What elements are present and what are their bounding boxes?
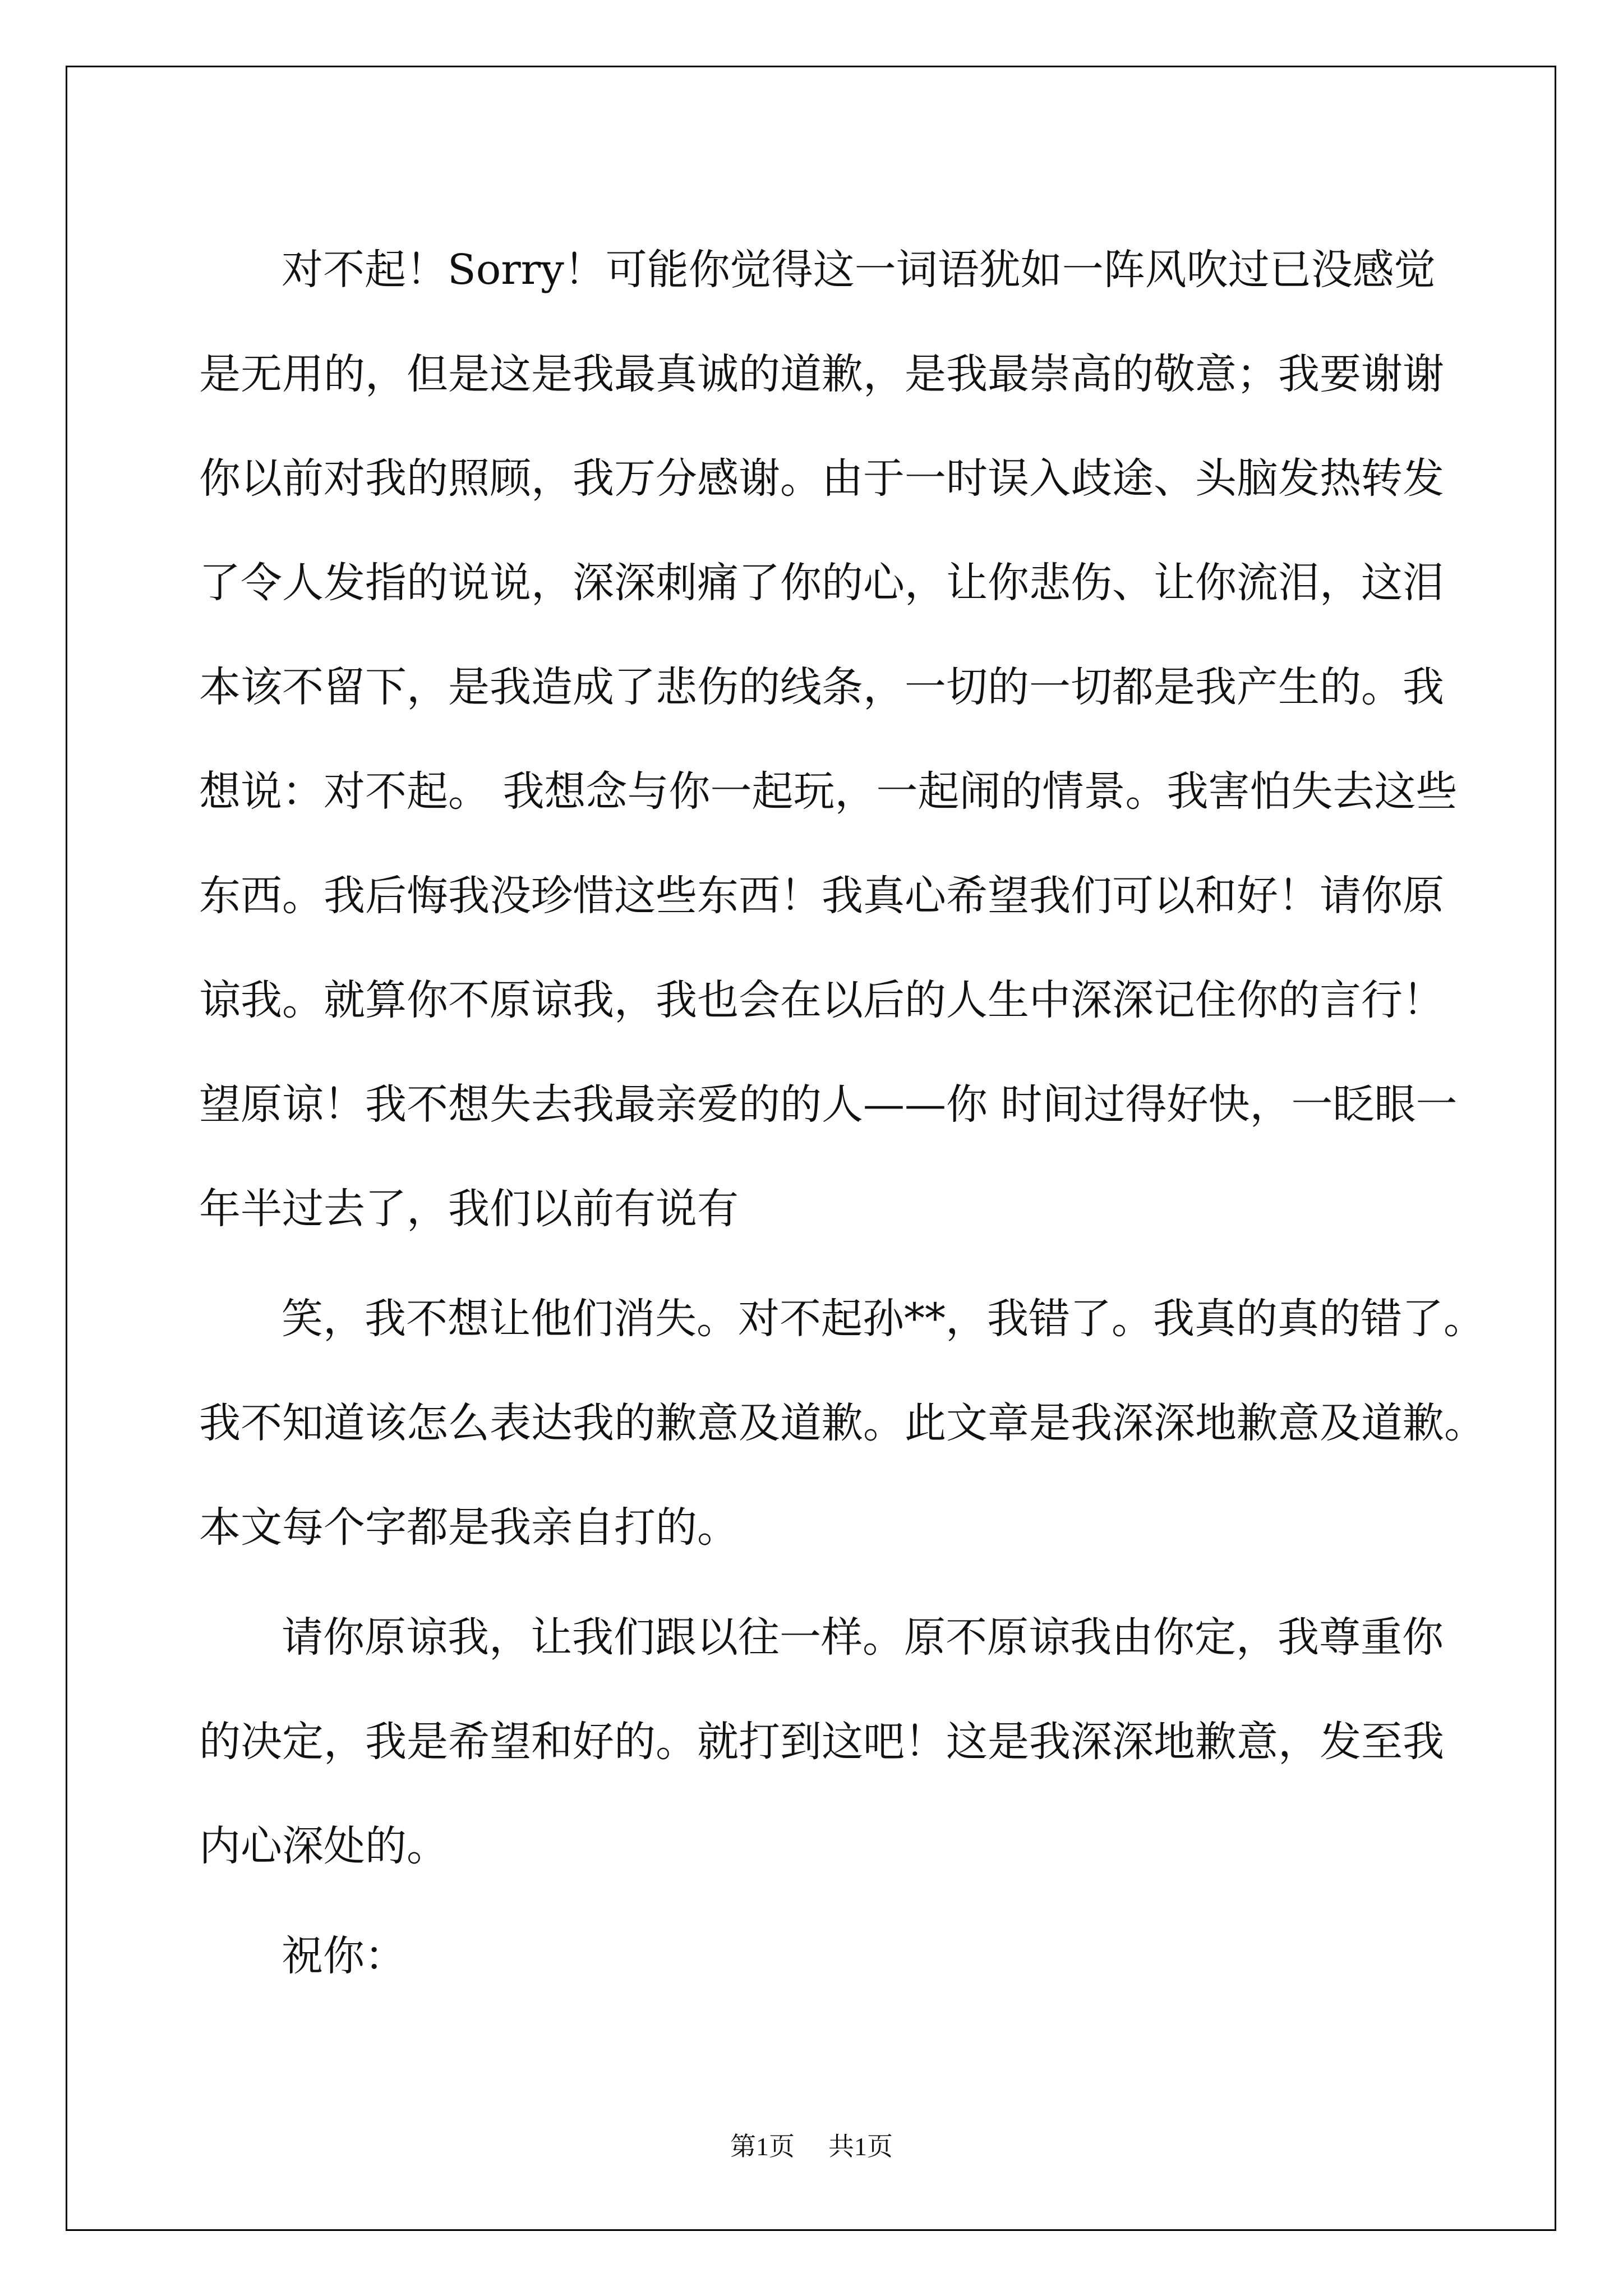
text-line: 望原谅！我不想失去我最亲爱的的人——你 时间过得好快，一眨眼一: [199, 1080, 1458, 1129]
text-line: 你以前对我的照顾，我万分感谢。由于一时误入歧途、头脑发热转发: [199, 454, 1444, 503]
paragraph-apology: [199, 218, 1467, 1261]
paragraph-closing: [199, 1904, 1467, 2008]
text-line: 想说：对不起。 我想念与你一起玩，一起闹的情景。我害怕失去这些: [199, 767, 1458, 816]
text-line: 是无用的，但是这是我最真诚的道歉，是我最崇高的敬意；我要谢谢: [199, 350, 1444, 398]
text-line: 的决定，我是希望和好的。就打到这吧！这是我深深地歉意，发至我: [199, 1718, 1444, 1766]
text-line: 谅我。就算你不原谅我，我也会在以后的人生中深深记住你的言行！: [199, 976, 1444, 1024]
text-line: 年半过去了，我们以前有说有: [199, 1185, 739, 1233]
paragraph-request: [199, 1585, 1467, 1898]
page-number: 第1页: [730, 2132, 795, 2161]
page-total: 共1页: [828, 2132, 893, 2161]
text-line: 了令人发指的说说，深深刺痛了你的心，让你悲伤、让你流泪，这泪: [199, 559, 1444, 607]
text-line: 东西。我后悔我没珍惜这些东西！我真心希望我们可以和好！请你原: [199, 872, 1444, 920]
text-line: 对不起！Sorry！可能你觉得这一词语犹如一阵风吹过已没感觉: [282, 246, 1436, 294]
document-body: [199, 218, 1486, 2008]
page-footer: [0, 2126, 1623, 2163]
text-line: 本文每个字都是我亲自打的。: [199, 1503, 739, 1552]
text-line: 祝你：: [282, 1932, 406, 1980]
text-line: 本该不留下，是我造成了悲伤的线条，一切的一切都是我产生的。我: [199, 663, 1444, 711]
paragraph-regret: [199, 1267, 1486, 1580]
text-line: 我不知道该怎么表达我的歉意及道歉。此文章是我深深地歉意及道歉。: [199, 1399, 1486, 1447]
text-line: 请你原谅我，让我们跟以往一样。原不原谅我由你定，我尊重你: [282, 1613, 1444, 1662]
text-line: 内心深处的。: [199, 1822, 448, 1870]
text-line: 笑，我不想让他们消失。对不起孙**，我错了。我真的真的错了。: [282, 1295, 1485, 1343]
